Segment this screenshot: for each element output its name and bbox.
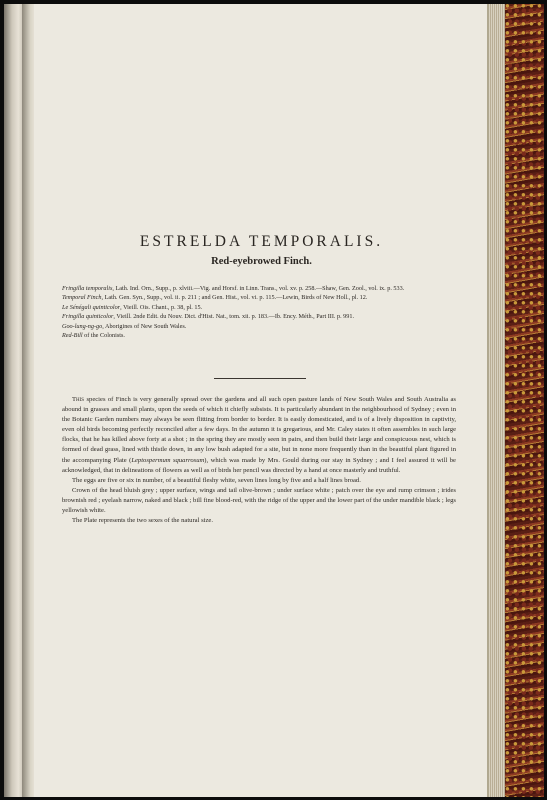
synonym-entry xyxy=(62,293,456,302)
synonym-text: , Vieill. Ois. Chant., p. 38, pl. 15. xyxy=(120,303,203,311)
paragraph: Crown of the head bluish grey ; upper surface, wings and tail olive-brown ; under surface white ; patch over the eye and rump crimson ; irides brownish red ; eyelash narrow, naked and black ; bill fine blood-red, with the ridge of the upper and the lower part of the under mandible black ; legs yellowish white. xyxy=(62,486,456,515)
synonym-entry xyxy=(62,322,456,331)
page-subtitle: Red-eyebrowed Finch. xyxy=(211,256,312,267)
paragraph-lead: This xyxy=(72,396,85,403)
page-text xyxy=(34,4,489,797)
synonym-text: , Lath. Gen. Syn., Supp., vol. ii. p. 211 ; and Gen. Hist., vol. vi. p. 115.—Lewin, Birds of New Holl., pl. 12. xyxy=(101,294,368,302)
synonym-entry xyxy=(62,284,456,293)
synonym-name: Temporal Finch xyxy=(62,294,102,302)
body-text xyxy=(62,395,456,526)
left-page-edge xyxy=(4,4,22,797)
synonym-text: , Vieill. 2nde Edit. du Nouv. Dict. d'Hist. Nat., tom. xii. p. 183.—Ib. Ency. Méth., Part III. p. 991. xyxy=(113,313,355,321)
synonym-name: Fringilla quinticolor xyxy=(62,313,114,321)
page-title: ESTRELDA TEMPORALIS. xyxy=(139,233,384,250)
synonym-name: Fringilla temporalis xyxy=(62,285,113,292)
paragraph-text: species of Finch is very generally spread over the gardens and all such open pasture lands of New South Wales and South Australia as abound in grasses and small plants, upon the seeds of which it chiefly subsists. It is particularly abundant in the neighbourhood of Sydney ; even in the Botanic Garden numbers may always be seen flitting from border to border. It is easily domesticated, and is of a lively disposition in captivity, even old birds becoming perfectly reconciled after a few days. In the autumn it is gregarious, and Mr. Caley states it often assembles in such large flocks, that he has killed above forty at a shot ; in the spring they are mostly seen in pairs, and then build their large and conspicuous nest, which is formed of dead grass, lined with thistle down, in any low bush adapted for a site, but in none more frequently than in the beautiful plant figured in the accompanying Plate ( xyxy=(62,396,456,464)
divider-rule xyxy=(214,378,306,379)
synonym-name: Red-Bill xyxy=(62,332,83,340)
synonym-text: , Aborigines of New South Wales. xyxy=(102,322,187,330)
synonym-entry xyxy=(62,331,456,340)
paragraph-text: ), which was made by Mrs. Gould during our stay in Sydney ; and I feel assured it will be acknowledged, that in delineations of flowers as well as of birds her pencil was directed by a hand at once masterly and truthful. xyxy=(62,456,456,474)
synonym-entry xyxy=(62,312,456,321)
synonym-entry xyxy=(62,303,456,312)
fore-edge xyxy=(489,4,505,797)
paragraph: The Plate represents the two sexes of the natural size. xyxy=(72,517,213,525)
book xyxy=(4,4,544,797)
synonym-name: Le Sénégali quinticolor xyxy=(62,303,121,311)
paragraph xyxy=(62,395,456,476)
synonym-text: , Lath. Ind. Orn., Supp., p. xlviii.—Vig. and Horsf. in Linn. Trans., vol. xv. p. 258.—Shaw, Gen. Zool., vol. ix. p. 533. xyxy=(112,285,405,292)
marbled-cover xyxy=(505,4,544,797)
synonym-name: Goo-lung-ng-go xyxy=(62,322,103,330)
latin-name: Leptospermum squarrosum xyxy=(131,456,205,464)
synonymy xyxy=(62,284,456,340)
paragraph: The eggs are five or six in number, of a beautiful fleshy white, seven lines long by five and a half lines broad. xyxy=(72,476,361,484)
synonym-text: of the Colonists. xyxy=(82,332,125,340)
